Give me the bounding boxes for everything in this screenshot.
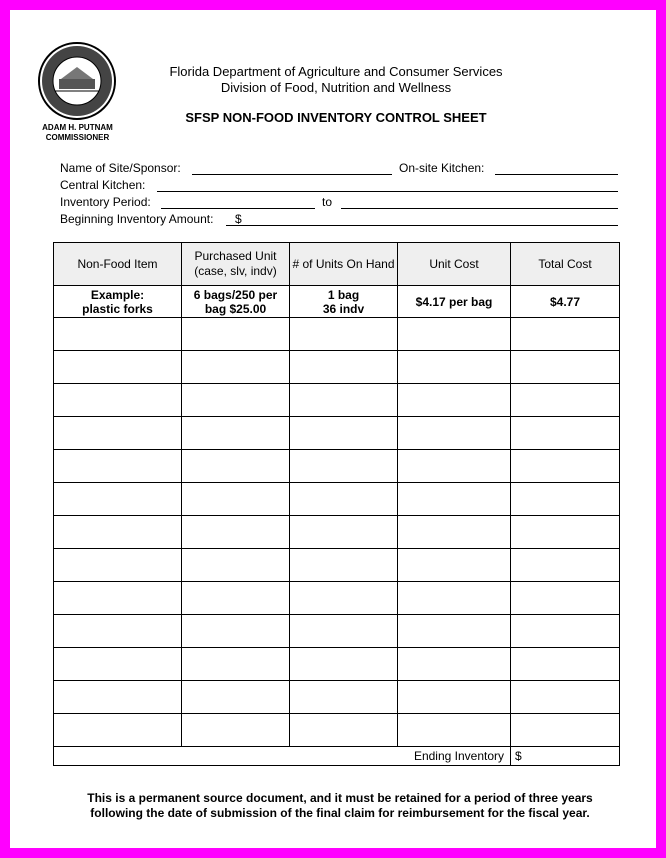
table-cell[interactable]	[182, 648, 290, 681]
example-onhand	[290, 286, 398, 318]
ending-inventory-row	[54, 747, 620, 766]
table-cell[interactable]	[182, 714, 290, 747]
table-cell[interactable]	[54, 318, 182, 351]
table-row	[54, 450, 620, 483]
table-cell[interactable]	[54, 714, 182, 747]
table-cell[interactable]	[398, 384, 511, 417]
table-cell[interactable]	[182, 615, 290, 648]
beginning-inventory-row	[60, 212, 620, 227]
table-cell[interactable]	[398, 516, 511, 549]
table-cell[interactable]	[511, 318, 620, 351]
beginning-inventory-dollar: $	[235, 212, 242, 226]
table-cell[interactable]	[54, 648, 182, 681]
table-cell[interactable]	[182, 516, 290, 549]
table-cell[interactable]	[511, 549, 620, 582]
example-unit	[182, 286, 290, 318]
table-cell[interactable]	[182, 318, 290, 351]
table-cell[interactable]	[398, 351, 511, 384]
table-cell[interactable]	[398, 582, 511, 615]
table-cell[interactable]	[290, 483, 398, 516]
table-cell[interactable]	[511, 483, 620, 516]
table-cell[interactable]	[511, 582, 620, 615]
beginning-inventory-label: Beginning Inventory Amount:	[60, 212, 214, 226]
example-unit-line2: bag $25.00	[204, 301, 267, 316]
table-cell[interactable]	[290, 384, 398, 417]
table-cell[interactable]	[182, 384, 290, 417]
onsite-kitchen-line[interactable]	[495, 174, 618, 175]
inventory-period-row	[60, 195, 620, 210]
commissioner-title: COMMISSIONER	[45, 133, 110, 142]
retention-notice-line2: following the date of submission of the final claim for reimbursement for the fiscal year.	[90, 806, 590, 820]
example-onhand-line1: 1 bag	[327, 287, 360, 302]
table-cell[interactable]	[398, 549, 511, 582]
table-cell[interactable]	[290, 549, 398, 582]
table-cell[interactable]	[511, 417, 620, 450]
table-cell[interactable]	[511, 384, 620, 417]
example-item-line2: plastic forks	[82, 301, 153, 316]
table-cell[interactable]	[54, 351, 182, 384]
table-cell[interactable]	[511, 615, 620, 648]
table-row	[54, 384, 620, 417]
table-cell[interactable]	[182, 681, 290, 714]
table-row	[54, 351, 620, 384]
table-cell[interactable]	[54, 549, 182, 582]
table-row	[54, 582, 620, 615]
table-cell[interactable]	[398, 681, 511, 714]
agency-header	[140, 64, 532, 96]
inventory-table	[53, 242, 620, 766]
onsite-kitchen-label: On-site Kitchen:	[399, 161, 485, 175]
site-sponsor-row	[60, 161, 620, 176]
inventory-period-label: Inventory Period:	[60, 195, 151, 209]
table-cell[interactable]	[290, 318, 398, 351]
document-page	[10, 10, 656, 848]
example-item	[54, 286, 182, 318]
table-cell[interactable]	[54, 417, 182, 450]
period-start-line[interactable]	[161, 208, 315, 209]
period-end-line[interactable]	[341, 208, 618, 209]
example-item-line1: Example:	[90, 287, 145, 302]
table-row	[54, 318, 620, 351]
central-kitchen-line[interactable]	[157, 191, 618, 192]
table-cell[interactable]	[511, 516, 620, 549]
table-cell[interactable]	[290, 648, 398, 681]
col-header-unit-cost: Unit Cost	[398, 243, 511, 286]
table-cell[interactable]	[511, 450, 620, 483]
table-cell[interactable]	[290, 417, 398, 450]
table-cell[interactable]	[54, 384, 182, 417]
department-seal-icon	[37, 41, 117, 121]
table-row	[54, 483, 620, 516]
table-cell[interactable]	[290, 516, 398, 549]
retention-notice	[50, 791, 630, 821]
table-cell[interactable]	[182, 549, 290, 582]
col-header-units-on-hand: # of Units On Hand	[290, 243, 398, 286]
table-cell[interactable]	[398, 450, 511, 483]
commissioner-name: ADAM H. PUTNAM	[42, 123, 113, 132]
table-cell[interactable]	[511, 351, 620, 384]
col-header-purchased-unit: Purchased Unit (case, slv, indv)	[182, 243, 290, 286]
table-row	[54, 417, 620, 450]
ending-inventory-amount[interactable]: $	[511, 747, 620, 766]
table-row	[54, 549, 620, 582]
table-cell[interactable]	[398, 483, 511, 516]
table-cell[interactable]	[54, 681, 182, 714]
beginning-inventory-line[interactable]	[226, 225, 618, 226]
table-cell[interactable]	[511, 681, 620, 714]
period-to-label: to	[322, 195, 333, 209]
table-row	[54, 648, 620, 681]
table-cell[interactable]	[398, 648, 511, 681]
central-kitchen-row	[60, 178, 620, 193]
site-sponsor-line[interactable]	[192, 174, 392, 175]
col-header-total-cost: Total Cost	[511, 243, 620, 286]
table-cell[interactable]	[182, 582, 290, 615]
table-cell[interactable]	[54, 582, 182, 615]
table-cell[interactable]	[54, 516, 182, 549]
commissioner-block	[20, 123, 135, 143]
table-header-row	[54, 243, 620, 286]
table-cell[interactable]	[398, 714, 511, 747]
table-cell[interactable]	[398, 615, 511, 648]
table-cell[interactable]	[54, 483, 182, 516]
retention-notice-line1: This is a permanent source document, and it must be retained for a period of three years	[87, 791, 593, 805]
table-row	[54, 681, 620, 714]
example-total-cost: $4.77	[511, 286, 620, 318]
table-cell[interactable]	[182, 450, 290, 483]
table-cell[interactable]	[398, 318, 511, 351]
table-row	[54, 714, 620, 747]
page-title: SFSP NON-FOOD INVENTORY CONTROL SHEET	[185, 110, 487, 125]
division-name: Division of Food, Nutrition and Wellness	[220, 80, 452, 95]
table-cell[interactable]	[290, 582, 398, 615]
central-kitchen-label: Central Kitchen:	[60, 178, 146, 192]
site-sponsor-label: Name of Site/Sponsor:	[60, 161, 181, 175]
col-header-item: Non-Food Item	[54, 243, 182, 286]
table-row	[54, 516, 620, 549]
table-cell[interactable]	[290, 615, 398, 648]
table-cell[interactable]	[511, 714, 620, 747]
example-unit-line1: 6 bags/250 per	[193, 287, 278, 302]
agency-name: Florida Department of Agriculture and Consumer Services	[169, 64, 503, 79]
table-row	[54, 615, 620, 648]
ending-inventory-label: Ending Inventory	[54, 747, 511, 766]
table-cell[interactable]	[290, 351, 398, 384]
table-cell[interactable]	[182, 351, 290, 384]
table-cell[interactable]	[290, 714, 398, 747]
table-cell[interactable]	[182, 417, 290, 450]
table-cell[interactable]	[182, 483, 290, 516]
example-row	[54, 286, 620, 318]
table-cell[interactable]	[290, 681, 398, 714]
table-cell[interactable]	[54, 615, 182, 648]
table-cell[interactable]	[511, 648, 620, 681]
table-cell[interactable]	[54, 450, 182, 483]
table-cell[interactable]	[398, 417, 511, 450]
example-unit-cost: $4.17 per bag	[398, 286, 511, 318]
example-onhand-line2: 36 indv	[322, 301, 365, 316]
table-cell[interactable]	[290, 450, 398, 483]
